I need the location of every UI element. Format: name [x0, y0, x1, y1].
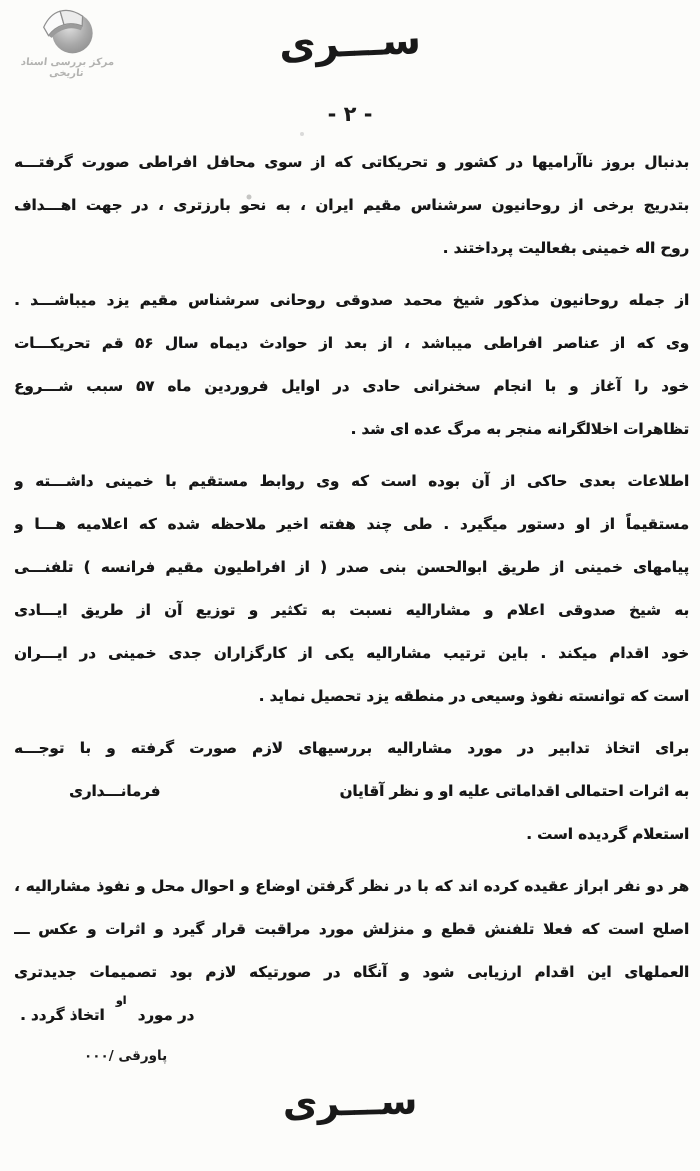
classification-stamp-bottom: ســـری	[282, 1078, 418, 1126]
body-line: مستقیماً از او دستور میگیرد . طی چند هفته اخیر ملاحظه شده که اعلامیه هـــا و	[14, 515, 689, 533]
gap-line-right-text: به اثرات احتمالی اقداماتی علیه او و نظر آقایان	[339, 782, 689, 800]
body-line: پیامهای خمینی از طریق ابوالحسن بنی صدر ( از افراطیون مقیم فرانسه ) تلفنـــی	[14, 558, 689, 576]
body-line: اطلاعات بعدی حاکی از آن بوده است که وی روابط مستقیم با خمینی داشـــته و	[14, 472, 689, 490]
body-line: است که توانسته نفوذ وسیعی در منطقه یزد تحصیل نماید .	[258, 687, 689, 705]
body-line: هر دو نفر ابراز عقیده کرده اند که با در نظر گرفتن اوضاع و احوال محل و نفوذ مشارالیه ،	[14, 877, 689, 895]
body-line: بتدریج برخی از روحانیون سرشناس مقیم ایران ، به نحو بارزتری ، در جهت اهـــداف	[14, 196, 689, 214]
body-line: وی که از عناصر افراطی میباشد ، از بعد از حوادث دیماه سال ۵۶ قم تحریکـــات	[14, 334, 689, 352]
paragraph-4	[14, 727, 689, 856]
scan-noise-specks	[0, 0, 2, 2]
last-line-with-insertion	[14, 994, 689, 1037]
classification-stamp-top: ســـری	[278, 16, 422, 70]
paragraph-2	[14, 279, 689, 451]
body-line: استعلام گردیده است .	[526, 825, 689, 843]
gap-line	[14, 770, 689, 813]
body-line: بدنبال بروز ناآرامیها در کشور و تحریکاتی که از سوی محافل افراطی صورت گرفتـــه	[14, 153, 689, 171]
body-line: روح اله خمینی بفعالیت پرداختند .	[442, 239, 689, 257]
watermark-caption: مرکز بررسی اسناد تاریخی	[20, 57, 115, 79]
paragraph-1	[14, 141, 689, 270]
body-line: اصلح است که فعلا تلفنش قطع و منزلش مورد مراقبت قرار گیرد و اثرات و عکس ـــ	[14, 920, 689, 938]
body-line: به شیخ صدوقی اعلام و مشارالیه نسبت به تکثیر و توزیع آن از طریق ایـــادی	[14, 601, 689, 619]
body-line: خود اقدام میکند . باین ترتیب مشارالیه یکی از کارگزاران جدی خمینی در ایـــران	[14, 644, 689, 662]
interlinear-insertion: او	[115, 994, 127, 1007]
paragraph-5	[14, 865, 689, 1037]
page-number: - ۲ -	[327, 102, 373, 126]
body-line: تظاهرات اخلالگرانه منجر به مرگ عده ای شد .	[350, 420, 689, 438]
body-line: خود را آغاز و با انجام سخنرانی حادی در اوایل فروردین ماه ۵۷ سبب شـــروع	[14, 377, 689, 395]
paragraph-3	[14, 460, 689, 718]
body-line: از جمله روحانیون مذکور شیخ محمد صدوقی روحانی سرشناس مقیم یزد میباشـــد .	[14, 291, 689, 309]
last-line-left-part: اتخاذ گردد .	[20, 1006, 105, 1024]
body-line: العملهای این اقدام ارزیابی شود و آنگاه در صورتیکه لازم بود تصمیمات جدیدتری	[14, 963, 689, 981]
document-body	[14, 141, 689, 1046]
gap-line-left-text: فرمانـــداری	[69, 782, 161, 800]
body-line: برای اتخاذ تدابیر در مورد مشارالیه بررسیهای لازم صورت گرفته و با توجـــه	[14, 739, 689, 757]
last-line-right-part: در مورد	[137, 1006, 195, 1024]
footnote-reference: پاورقی /۰۰۰	[84, 1048, 168, 1064]
